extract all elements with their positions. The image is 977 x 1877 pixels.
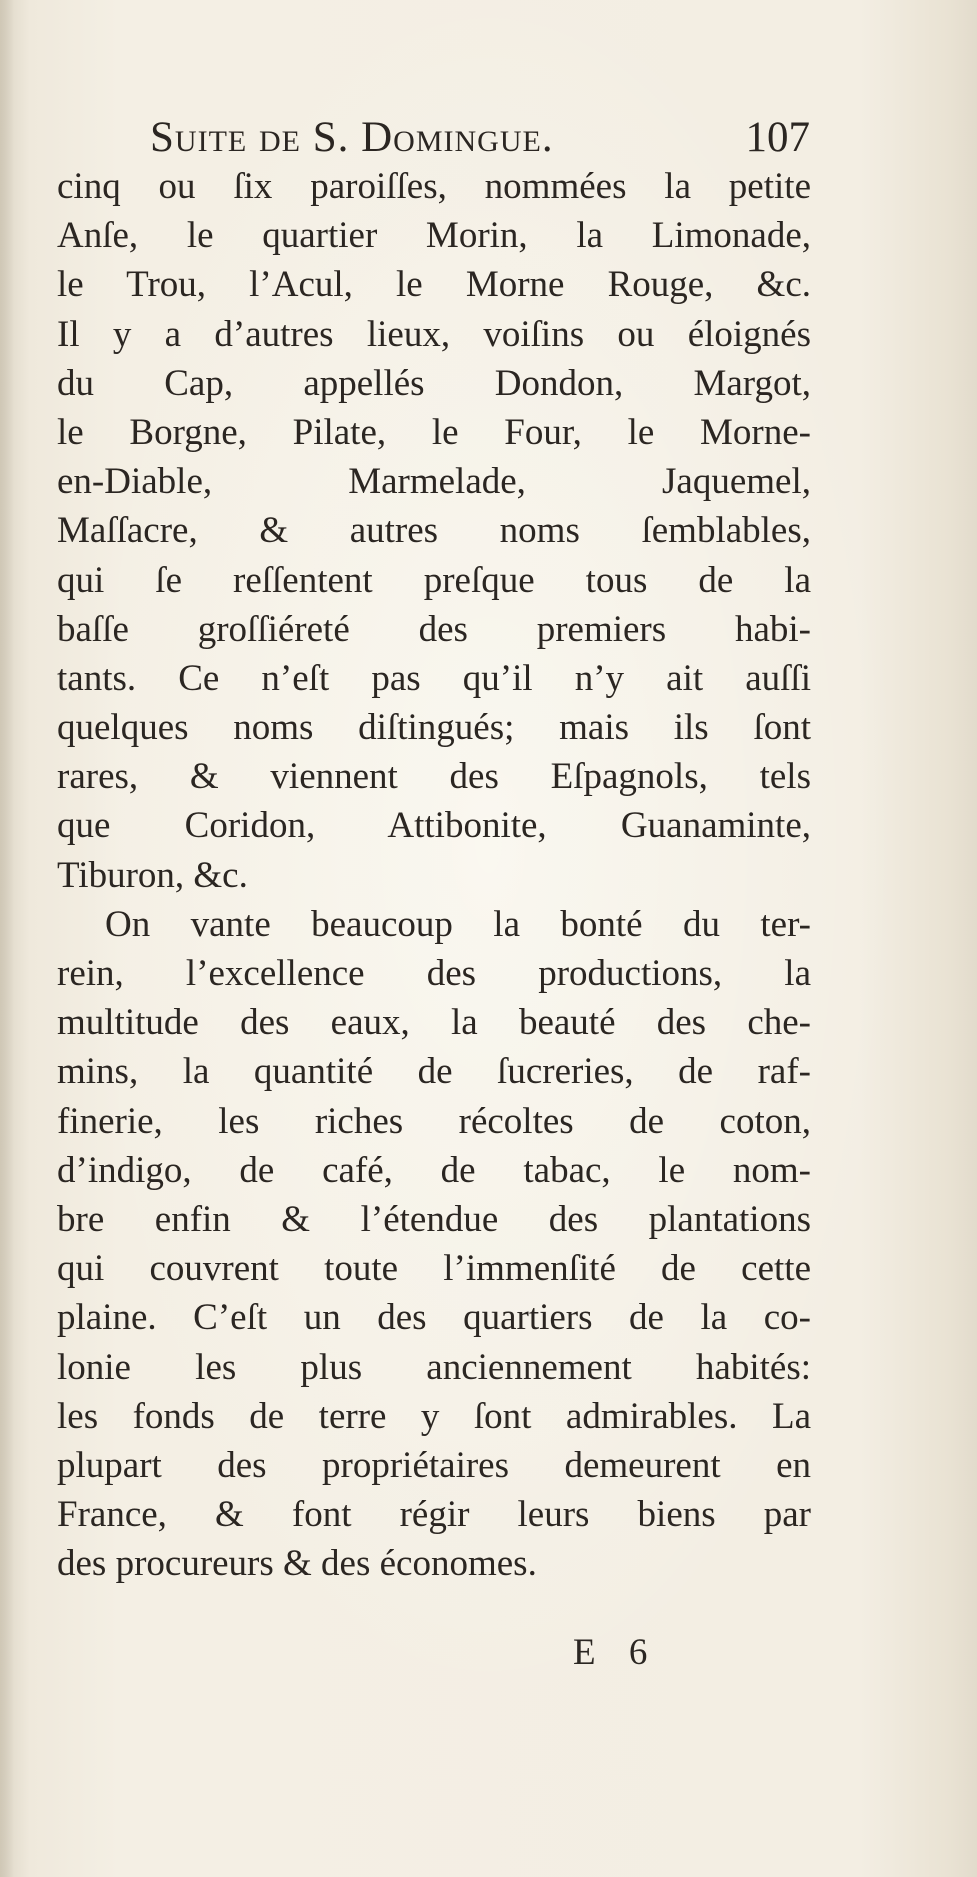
page-header	[150, 108, 810, 168]
paragraph-2	[57, 900, 811, 1589]
text-line: des procureurs & des économes.	[57, 1543, 537, 1585]
text-line: bre enfin & l’étendue des plantations	[57, 1198, 811, 1240]
signature-mark: E 6	[573, 1632, 660, 1673]
text-line: que Coridon, Attibonite, Guanaminte,	[57, 805, 811, 847]
text-line: qui ſe reſſentent preſque tous de la	[57, 559, 811, 601]
paragraph-1	[57, 162, 811, 900]
text-line: finerie, les riches récoltes de coton,	[57, 1100, 811, 1142]
text-line: Tiburon, &c.	[57, 854, 248, 896]
text-line: tants. Ce n’eſt pas qu’il n’y ait auſſi	[57, 657, 811, 699]
text-line: d’indigo, de café, de tabac, le nom-	[57, 1149, 811, 1191]
text-line: le Borgne, Pilate, le Four, le Morne-	[57, 411, 811, 453]
text-line: en-Diable, Marmelade, Jaquemel,	[57, 461, 811, 503]
text-line: les fonds de terre y ſont admirables. La	[57, 1395, 811, 1437]
text-line: cinq ou ſix paroiſſes, nommées la petite	[57, 166, 811, 207]
text-line: quelques noms diſtingués; mais ils ſont	[57, 707, 811, 749]
text-line: du Cap, appellés Dondon, Margot,	[57, 362, 811, 404]
text-line: le Trou, l’Acul, le Morne Rouge, &c.	[57, 264, 811, 306]
body-text	[57, 162, 811, 1588]
text-line: plupart des propriétaires demeurent en	[57, 1444, 811, 1486]
text-line: Maſſacre, & autres noms ſemblables,	[57, 510, 811, 552]
text-line: rares, & viennent des Eſpagnols, tels	[57, 756, 811, 798]
text-line: lonie les plus anciennement habités:	[57, 1346, 811, 1388]
text-line: On vante beaucoup la bonté du ter-	[105, 903, 811, 945]
text-line: Anſe, le quartier Morin, la Limonade,	[57, 215, 811, 257]
page-edge-shadow	[0, 0, 14, 1877]
text-line: baſſe groſſiéreté des premiers habi-	[57, 608, 811, 650]
text-line: France, & font régir leurs biens par	[57, 1494, 811, 1536]
page-number: 107	[745, 114, 810, 161]
running-title: Suite de S. Domingue.	[150, 114, 554, 161]
text-line: qui couvrent toute l’immenſité de cette	[57, 1248, 811, 1290]
text-line: mins, la quantité de ſucreries, de raf-	[57, 1051, 811, 1093]
text-line: Il y a d’autres lieux, voiſins ou éloignés	[57, 313, 811, 355]
text-line: multitude des eaux, la beauté des che-	[57, 1002, 811, 1044]
text-line: rein, l’excellence des productions, la	[57, 953, 811, 994]
text-line: plaine. C’eſt un des quartiers de la co-	[57, 1297, 811, 1339]
